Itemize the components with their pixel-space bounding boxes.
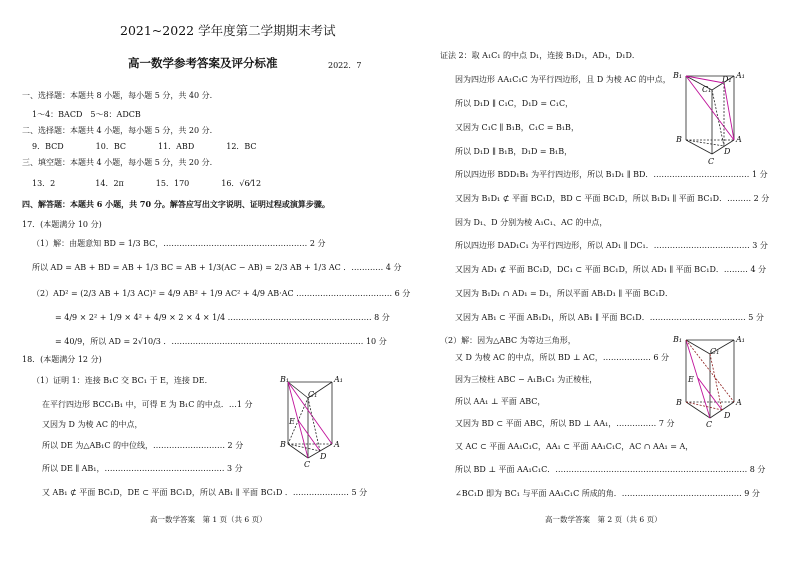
label-D1: D₁ — [722, 75, 732, 84]
q18-part2-line-4: 所以 AA₁ ⊥ 平面 ABC， — [455, 397, 546, 406]
label-B1: B₁ — [673, 71, 683, 80]
section-2-answers: 9．BCD 10．BC 11．ABD 12．BC — [32, 142, 257, 151]
q18-heading: 18．(本题满分 12 分) — [22, 355, 102, 364]
q17-line-2: 所以 AD = AB + BD = AB + 1/3 BC = AB + 1/3(AC − AB) = 2/3 AB + 1/3 AC ．………… 4 分 — [32, 263, 402, 272]
label-A1: A₁ — [736, 71, 745, 80]
proof2-line-12: 又因为 AB₁ ⊂ 平面 AB₁D₁，所以 AB₁ ∥ 平面 BC₁D．……………………………… 5 分 — [455, 313, 764, 322]
prism-figure-2 — [672, 70, 758, 170]
proof2-line-8: 因为 D₁、D 分别为棱 A₁C₁、AC 的中点， — [455, 218, 608, 227]
q18-part2-line-8: ∠BC₁D 即为 BC₁ 与平面 AA₁C₁C 所成的角．……………………………………… 9 分 — [455, 489, 760, 498]
label-C: C — [304, 460, 311, 469]
page-1-footer: 高一数学答案 第 1 页（共 6 页） — [150, 515, 267, 524]
label-C1: C₁ — [710, 347, 720, 356]
section-4-heading: 四、解答题：本题共 6 小题，共 70 分。解答应写出文字说明、证明过程或演算步骤。 — [22, 199, 330, 209]
answer-key-title: 高一数学参考答案及评分标准 — [128, 56, 278, 70]
q18-part2-line-7: 所以 BD ⊥ 平面 AA₁C₁C．……………………………………………………………… 8 分 — [455, 465, 766, 474]
label-E: E — [688, 375, 694, 384]
label-C1: C₁ — [702, 85, 712, 94]
label-B1: B₁ — [280, 375, 290, 384]
prism-figure-3 — [672, 332, 758, 432]
proof2-line-5: 所以 D₁D ∥ B₁B，D₁D = B₁B， — [455, 147, 573, 156]
q17-line-5: = 40/9，所以 AD = 2√10/3 ．……………………………………………………………… 10 分 — [55, 337, 387, 346]
proof2-line-10: 又因为 AD₁ ⊄ 平面 BC₁D，DC₁ ⊂ 平面 BC₁D，所以 AD₁ ∥ 平面 BC₁D．……… 4 分 — [455, 265, 767, 274]
section-3-heading: 三、填空题：本题共 4 小题，每小题 5 分，共 20 分. — [22, 158, 213, 167]
label-C: C — [708, 157, 715, 166]
proof2-line-9: 所以四边形 DAD₁C₁ 为平行四边形，所以 AD₁ ∥ DC₁．……………………………… 3 分 — [455, 241, 768, 250]
q18-part2-line-3: 因为三棱柱 ABC − A₁B₁C₁ 为正棱柱， — [455, 375, 598, 384]
label-B: B — [676, 135, 682, 144]
proof2-line-11: 又因为 B₁D₁ ∩ AD₁ = D₁，所以平面 AB₁D₁ ∥ 平面 BC₁D． — [455, 289, 673, 298]
q17-line-4: = 4/9 × 2² + 1/9 × 4² + 4/9 × 2 × 4 × 1/4 ……………………………………………… 8 分 — [55, 313, 390, 322]
label-B: B — [676, 398, 682, 407]
q18-line-5: 所以 DE ∥ AB₁，……………………………………… 3 分 — [42, 464, 243, 473]
label-C1: C₁ — [308, 390, 318, 399]
label-D: D — [724, 147, 731, 156]
section-2-heading: 二、选择题：本题共 4 小题，每小题 5 分，共 20 分. — [22, 126, 213, 135]
exam-title: 2021~2022 学年度第二学期期末考试 — [120, 23, 336, 38]
label-B1: B₁ — [673, 335, 683, 344]
q18-line-1: （1）证明 1：连接 B₁C 交 BC₁ 于 E，连接 DE． — [32, 376, 213, 385]
q17-line-1: （1）解：由题意知 BD = 1/3 BC，……………………………………………… 2 分 — [32, 239, 326, 248]
section-3-answers: 13．2 14．2π 15．170 16．√6⁄12 — [32, 179, 262, 188]
proof2-line-3: 所以 D₁D ∥ C₁C，D₁D = C₁C， — [455, 99, 574, 108]
label-A1: A₁ — [736, 335, 745, 344]
q18-line-3: 又因为 D 为棱 AC 的中点， — [42, 420, 143, 429]
q18-part2-line-1: （2）解：因为△ABC 为等边三角形， — [440, 336, 576, 345]
prism-figure-1 — [270, 374, 354, 474]
q18-part2-line-5: 又因为 BD ⊂ 平面 ABC，所以 BD ⊥ AA₁，…………… 7 分 — [455, 419, 675, 428]
label-A: A — [736, 398, 742, 407]
q17-line-3: （2）AD² = (2/3 AB + 1/3 AC)² = 4/9 AB² + 1/9 AC² + 4/9 AB·AC ……………………………… 6 分 — [32, 289, 411, 298]
label-A: A — [736, 135, 742, 144]
q18-part2-line-2: 又 D 为棱 AC 的中点，所以 BD ⊥ AC，……………… 6 分 — [455, 353, 670, 362]
label-D: D — [320, 452, 327, 461]
label-D: D — [724, 411, 731, 420]
proof2-line-2: 因为四边形 AA₁C₁C 为平行四边形，且 D 为棱 AC 的中点， — [455, 75, 671, 84]
q18-part2-line-6: 又 AC ⊂ 平面 AA₁C₁C，AA₁ ⊂ 平面 AA₁C₁C，AC ∩ AA₁ = A， — [455, 442, 694, 451]
q18-line-4: 所以 DE 为△AB₁C 的中位线，……………………… 2 分 — [42, 441, 244, 450]
page-2-footer: 高一数学答案 第 2 页（共 6 页） — [545, 515, 662, 524]
section-1-answers: 1～4：BACD 5～8：ADCB — [32, 110, 141, 119]
label-C: C — [706, 420, 713, 429]
label-A: A — [334, 440, 340, 449]
section-1-heading: 一、选择题：本题共 8 小题，每小题 5 分，共 40 分. — [22, 91, 213, 100]
q17-heading: 17．(本题满分 10 分) — [22, 220, 102, 229]
label-A1: A₁ — [334, 375, 343, 384]
exam-date: 2022．7 — [328, 61, 362, 70]
q18-line-2: 在平行四边形 BCC₁B₁ 中，可得 E 为 B₁C 的中点．…1 分 — [42, 400, 253, 409]
proof2-line-7: 又因为 B₁D₁ ⊄ 平面 BC₁D，BD ⊂ 平面 BC₁D，所以 B₁D₁ ∥ 平面 BC₁D．……… 2 分 — [455, 194, 770, 203]
proof2-line-6: 所以四边形 BDD₁B₁ 为平行四边形，所以 B₁D₁ ∥ BD．……………………………… 1 分 — [455, 170, 768, 179]
label-B: B — [280, 440, 286, 449]
proof2-line-4: 又因为 C₁C ∥ B₁B，C₁C = B₁B， — [455, 123, 579, 132]
label-E: E — [289, 417, 295, 426]
proof2-line-1: 证法 2：取 A₁C₁ 的中点 D₁，连接 B₁D₁，AD₁，D₁D． — [440, 51, 640, 60]
q18-line-6: 又 AB₁ ⊄ 平面 BC₁D，DE ⊂ 平面 BC₁D，所以 AB₁ ∥ 平面 BC₁D ．………………… 5 分 — [42, 488, 368, 497]
